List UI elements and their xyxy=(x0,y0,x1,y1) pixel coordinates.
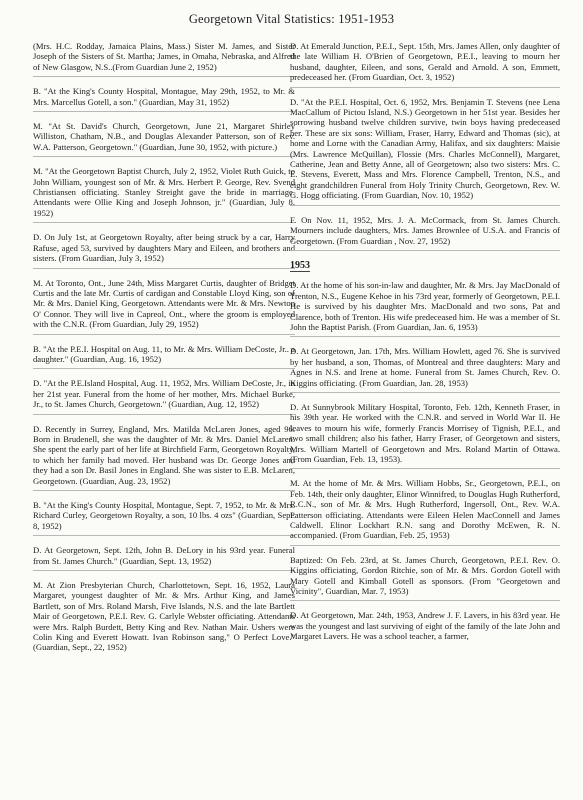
record-entry: B. "At the P.E.I. Hospital on Aug. 11, to Mr. & Mrs. William DeCoste, Jr.. a daughter." (Guardian, Aug. 16, 1952) xyxy=(33,341,295,370)
record-entry: D. At Georgetown, Sept. 12th, John B. DeLory in his 93rd year. Funeral from St. James Church." (Guardian, Sept. 13, 1952) xyxy=(33,542,295,571)
record-entry: M. "At the Georgetown Baptist Church, July 2, 1952, Violet Ruth Guick, to John William, youngest son of Mr. & Mrs. Herbert P. George, Rev. Svend Christiansen officiating. Stanley Streight gave the bride in marriage. Attendants were Ollie King and Joseph Johnson, jr." (Guardian, July 8, 1952) xyxy=(33,163,295,223)
record-entry: F. On Nov. 11, 1952, Mrs. J. A. McCormack, from St. James Church. Mourners include daughters, Mrs. James Brownlee of U.S.A. and Francis of Georgetown. (From Guardian , Nov. 27, 1952) xyxy=(290,212,560,251)
record-entry: M. At Zion Presbyterian Church, Charlottetown, Sept. 16, 1952, Laura Margaret, youngest daughter of Mr. & Mrs. Arthur King, and James Bartlett, son of Mrs. Roland Marsh, Five Islands, N.S. and the late Bartlett Mair of Georgetown, P.E.I. Rev. G. Carlyle Webster officiating. Attendants were Mrs. Ralph Burdett, Betty King and Rev. Nathan Mair. Ushers were Colin King and Everett Howatt. Ivan Robinson sang," O Perfect Love." (Guardian, Sept., 22, 1952) xyxy=(33,580,295,653)
record-entry: Baptized: On Feb. 23rd, at St. James Church, Georgetown, P.E.I. Rev. O. Kiggins officiating, Gordon Ritchie, son of Mr. & Mrs. Gordon Gotell with Mary Gotell and Kimball Gotell as sponsors. (From "Georgetown and Vicinity", Guardian, Mar. 7, 1953) xyxy=(290,552,560,602)
record-entry: D. Recently in Surrey, England, Mrs. Matilda McLaren Jones, aged 96. Born in Brudenell, she was the daughter of Mr. & Mrs. Daniel McLaren. She spent the early part of her life at Birchfield Farm, Georgetown Royalty, to which her family had moved. Her husband was Dr. George Jones and they had a son Dr. Basil Jones in England. She was sister to E.B. McLaren, Georgetown. (Guardian, Aug. 23, 1952) xyxy=(33,421,295,491)
right-column xyxy=(290,38,560,652)
record-entry: D. On July 1st, at Georgetown Royalty, after being struck by a car, Harry Rafuse, aged 53, survived by daughters Mary and Eileen, and brothers and sisters. (From Guardian, July 3, 1952) xyxy=(33,229,295,268)
page-title: Georgetown Vital Statistics: 1951-1953 xyxy=(188,12,395,26)
record-entry: M. At the home of Mr. & Mrs. William Hobbs, Sr., Georgetown, P.E.I., on Feb. 14th, their only daughter, Elinor Winnifred, to Douglas Hugh Rutherford, R.C.N., son of Mr. & Mrs. Hugh Rutherford, Ingersoll, Ont., Rev. W.A. Patterson officiating. Attendants were Eileen Helen MacConnell and James Caldwell. Elinor Lockhart R.N. sang and Dorothy McEwen, R. N. accompanied. (From Guardian, Feb. 25, 1953) xyxy=(290,475,560,545)
record-entry: M. At Toronto, Ont., June 24th, Miss Margaret Curtis, daughter of Bridget Curtis and the late Mr. Curtis of cardigan and Constable Lloyd King, son of Mr. & Mrs. Daniel King, Georgetown. Attendants were Mr. & Mrs. Newton O' Connor. They will live in Capreol, Ont., where the groom is employed with the C.N.R. (From Guardian, July 29, 1952) xyxy=(33,275,295,335)
record-entry: D. "At the P.E.I. Hospital, Oct. 6, 1952, Mrs. Benjamin T. Stevens (nee Lena MacCallum of Pictou Island, N.S.) Georgetown in her 51st year. Besides her sorrowing husband twelve children survive, twin boys having predeceased her. These are six sons: William, Fraser, Harry, Edward and Thomas (sic), at home and Lorne with the Canadian Army, Halifax, and six daughters: Maisie (Mrs. Lawrence McQuillan), Flossie (Mrs. Charles McConnell), Margaret, Catherine, Jean and Betty Anne, all of Georgetown; also two sisters: Mrs. C. E. Stevens, Everett, Mass and Mrs. Florence Campbell, Trenton, N.S., and eight grandchildren Funeral from Holy Trinity Church, Georgetown, Rev. W. G. Hogg officiating. (From Guardian, Nov. 10, 1952) xyxy=(290,94,560,206)
record-entry: M. "At St. David's Church, Georgetown, June 21, Margaret Shirley Williston, Chatham, N.B., and Douglas Alexander Patterson, son of Rev. W.A. Patterson, Georgetown." (Guardian, June 30, 1952, with picture.) xyxy=(33,118,295,157)
record-entry: D. "At the P.E.Island Hospital, Aug. 11, 1952, Mrs. William DeCoste, Jr., in her 21st year. Funeral from the home of her mother, Mrs. Michael Burke, Jr., to St. James Church, Georgetown." (Guardian, Aug. 12, 1952) xyxy=(33,375,295,414)
record-entry: D. At Georgetown, Mar. 24th, 1953, Andrew J. F. Lavers, in his 83rd year. He was the youngest and last surviving of eight of the family of the late John and Margaret Lavers. He was a school teacher, a farmer, xyxy=(290,610,560,642)
left-column xyxy=(33,38,295,663)
record-entry: D. At Emerald Junction, P.E.I., Sept. 15th, Mrs. James Allen, only daughter of the late William H. O'Brien of Georgetown, P.E.I., leaving to mourn her husband, daughter, Eileen, and sons, Gerald and Arnold. A son, Emmett, predeceased her. (From Guardian, Oct. 3, 1952) xyxy=(290,38,560,88)
record-entry: B. "At the King's County Hospital, Montague, May 29th, 1952, to Mr. & Mrs. Marcellus Gotell, a son." (Guardian, May 31, 1952) xyxy=(33,83,295,112)
record-entry: D. At the home of his son-in-law and daughter, Mr. & Mrs. Jay MacDonald of Trenton, N.S., Eugene Kehoe in his 73rd year, formerly of Georgetown, P.E.I. He is survived by his daughter Mrs. MacDonald and two sons, Pat and Clarence, both of Trenton. His wife predeceased him. He was a member of St. John the Baptist Parish. (From Guardian, Jan. 6, 1953) xyxy=(290,277,560,337)
year-heading: 1953 xyxy=(290,259,310,271)
record-entry: (Mrs. H.C. Rodday, Jamaica Plains, Mass.) Sister M. James, and Sister Joseph of the Sisters of St. Martha; James, in Omaha, Nebraska, and Alfred of New Glasgow, N.S..(From Guardian June 2, 1952) xyxy=(33,38,295,77)
record-entry: D. At Sunnybrook Military Hospital, Toronto, Feb. 12th, Kenneth Fraser, in his 39th year. He worked with the C.N.R. and served in World War II. He leaves to mourn his wife, formerly Francis Morrisey of Tignish, P.E.I., and two small children; also his father, Harry Fraser, of Georgetown and sisters, Mrs. William Martell of Georgetown and Mrs. Roland Martin of Ottawa. (From Guardian, Feb. 13, 1953). xyxy=(290,399,560,469)
record-entry: B. "At the King's County Hospital, Montague, Sept. 7, 1952, to Mr. & Mrs. Richard Curley, Georgetown Royalty, a son, 10 lbs. 4 ozs" (Guardian, Sept. 8, 1952) xyxy=(33,497,295,536)
record-entry: D. At Georgetown, Jan. 17th, Mrs. William Howlett, aged 76. She is survived by her husband, a son, Thomas, of Montreal and three daughters: Mary and Agnes in N.S. and Irene at home. Funeral from St. James Church, Rev. O. Kiggins officiating. (From Guardian, Jan. 28, 1953) xyxy=(290,343,560,393)
